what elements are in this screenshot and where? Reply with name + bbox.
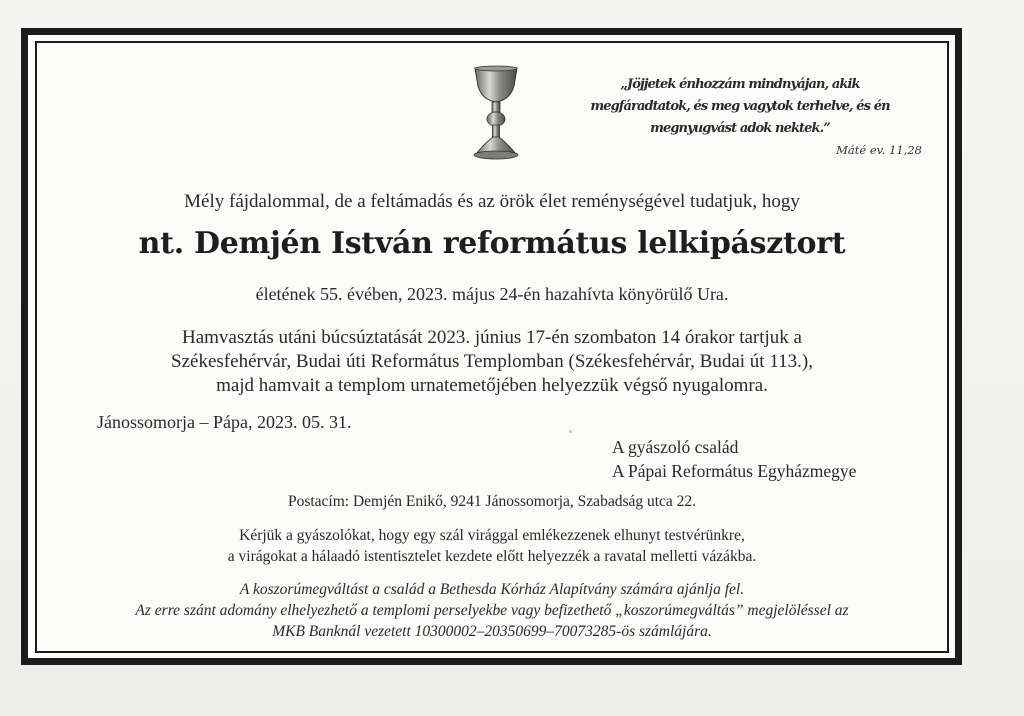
mourners-signature [612,435,856,483]
verse-reference: Máté ev. 11,28 [836,143,922,157]
chalice-icon [466,64,526,162]
wreath-line: MKB Banknál vezetett 10300002–20350699–70073285-ös számlájára. [272,623,712,640]
mourner: A gyászoló család [612,437,739,457]
date-place: Jánossomorja – Pápa, 2023. 05. 31. [97,412,352,432]
age-line: életének 55. évében, 2023. május 24-én hazahívta könyörülő Ura. [255,284,729,304]
bible-verse [560,74,920,140]
funeral-details [40,326,944,398]
funeral-line: Székesfehérvár, Budai úti Református Templomban (Székesfehérvár, Budai út 113.), [171,351,813,372]
wreath-donation-note [40,579,944,642]
wreath-line: A koszorúmegváltást a család a Bethesda Kórház Alapítvány számára ajánlja fel. [239,581,745,598]
paper-speck [569,430,572,433]
request-line: Kérjük a gyászolókat, hogy egy szál virággal emlékezzenek elhunyt testvérünkre, [239,527,745,544]
intro-text: Mély fájdalommal, de a feltámadás és az örök élet reménységével tudatjuk, hogy [184,191,800,212]
funeral-line: majd hamvait a templom urnatemetőjében helyezzük végső nyugalomra. [216,375,768,396]
postal-address: Postacím: Demjén Enikő, 9241 Jánossomorja, Szabadság utca 22. [287,493,697,510]
mourner: A Pápai Református Egyházmegye [612,461,857,481]
flower-request [40,525,944,567]
verse-line: „Jöjjetek énhozzám mindnyájan, akik [620,77,860,92]
verse-line: megnyugvást adok nektek.” [650,121,830,136]
verse-line: megfáradtatok, és meg vagytok terhelve, és én [590,99,890,114]
funeral-line: Hamvasztás utáni búcsúztatását 2023. június 17-én szombaton 14 órakor tartjuk a [182,327,802,348]
wreath-line: Az erre szánt adomány elhelyezhető a templomi perselyekbe vagy befizethető „koszorúmegváltás” megjelöléssel az [135,602,849,619]
request-line: a virágokat a hálaadó istentisztelet kezdete előtt helyezzék a ravatal melletti vázákba. [227,548,757,565]
deceased-name: nt. Demjén István református lelkipásztort [138,226,846,261]
